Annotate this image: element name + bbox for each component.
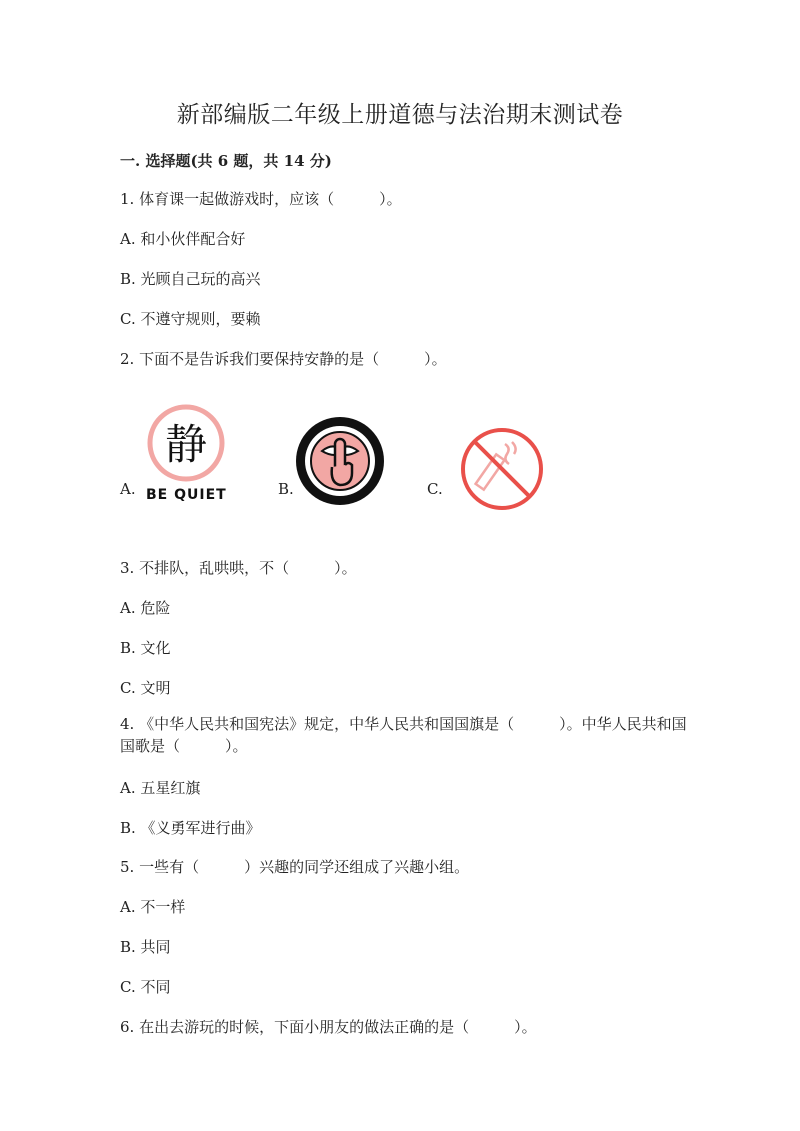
question-5-option-a: A. 不一样: [120, 898, 186, 916]
quiet-sign-icon: [142, 403, 230, 485]
question-1-option-a: A. 和小伙伴配合好: [120, 230, 246, 248]
quiet-sign-caption: BE QUIET: [146, 487, 227, 503]
question-2-option-a: A.: [120, 480, 136, 498]
question-3-option-b: B. 文化: [120, 639, 171, 657]
question-4-option-b: B. 《义勇军进行曲》: [120, 819, 261, 837]
question-5-option-b: B. 共同: [120, 938, 171, 956]
question-1-option-b: B. 光顾自己玩的高兴: [120, 270, 261, 288]
quiet-sign-char: 静: [164, 420, 208, 469]
question-1-option-c: C. 不遵守规则，要赖: [120, 310, 261, 328]
question-1-stem: 1. 体育课一起做游戏时，应该（ ）。: [120, 190, 402, 208]
question-3-option-c: C. 文明: [120, 679, 171, 697]
question-5-option-c: C. 不同: [120, 978, 171, 996]
page-title: 新部编版二年级上册道德与法治期末测试卷: [176, 102, 624, 128]
section-heading: 一. 选择题(共 6 题，共 14 分): [120, 152, 332, 170]
question-4-option-a: A. 五星红旗: [120, 779, 201, 797]
question-6-stem: 6. 在出去游玩的时候，下面小朋友的做法正确的是（ ）。: [120, 1018, 537, 1036]
question-4-stem: 4. 《中华人民共和国宪法》规定，中华人民共和国国旗是（ ）。中华人民共和国国歌是（ ）。: [120, 715, 687, 755]
question-2-stem: 2. 下面不是告诉我们要保持安静的是（ ）。: [120, 350, 447, 368]
shush-sign-icon: [292, 413, 388, 509]
question-2-option-b: B.: [278, 480, 294, 498]
question-2-option-c: C.: [427, 480, 443, 498]
question-3-option-a: A. 危险: [120, 599, 171, 617]
question-3-stem: 3. 不排队，乱哄哄，不（ ）。: [120, 559, 357, 577]
question-5-stem: 5. 一些有（ ）兴趣的同学还组成了兴趣小组。: [120, 858, 470, 876]
no-smoking-sign-icon: [457, 424, 547, 514]
